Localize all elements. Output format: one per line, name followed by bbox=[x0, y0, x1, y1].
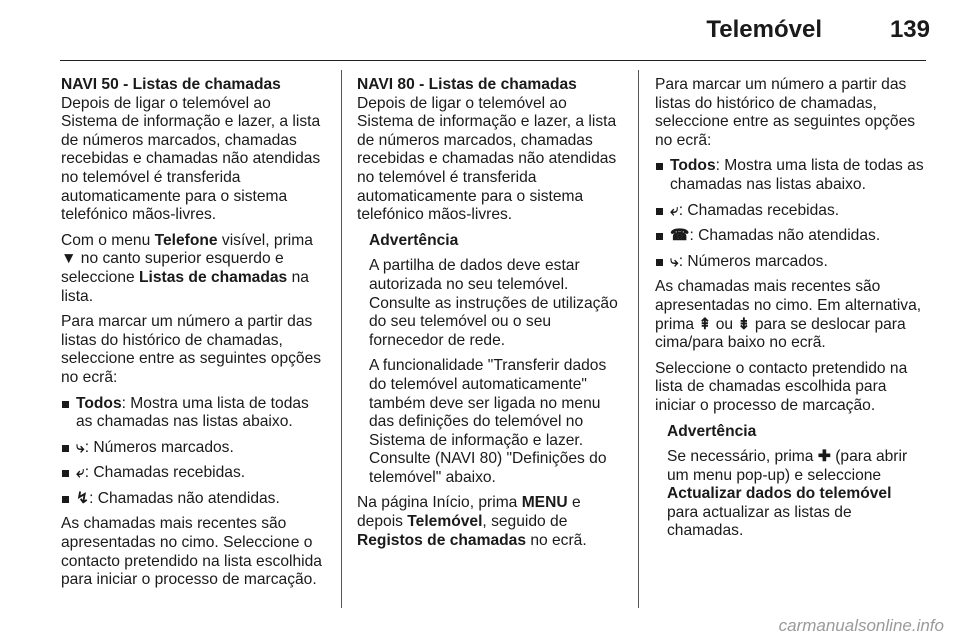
note-box bbox=[655, 423, 925, 542]
page-title: Telemóvel bbox=[706, 16, 822, 43]
note-box bbox=[357, 232, 623, 488]
bullet-icon bbox=[656, 163, 663, 170]
list-item: ☎: Chamadas não atendidas. bbox=[655, 227, 925, 246]
bullet-icon bbox=[62, 401, 69, 408]
column-navi80 bbox=[357, 76, 623, 557]
paragraph: Depois de ligar o telemóvel ao Sistema de informação e lazer, a lista de números marcados, chamadas recebidas e chamadas não atendidas no telemóvel é transferida automaticamente para o sistema telefónico mãos-livres. bbox=[357, 94, 617, 224]
column-divider bbox=[638, 70, 639, 608]
note-text: A partilha de dados deve estar autorizada no seu telemóvel. Consulte as instruções de utilização do seu telemóvel ou o seu fornecedor de rede. bbox=[369, 257, 618, 349]
column-divider bbox=[341, 70, 342, 608]
scroll-down-icon: ⇟ bbox=[737, 315, 751, 333]
paragraph: Para marcar um número a partir das listas do histórico de chamadas, seleccione entre as seguintes opções no ecrã: bbox=[655, 76, 916, 149]
list-item: Todos: Mostra uma lista de todas as chamadas nas listas abaixo. bbox=[61, 395, 329, 432]
paragraph: Com o menu Telefone visível, prima ▼ no canto superior esquerdo e seleccione Listas de chamadas na lista. bbox=[61, 231, 313, 305]
paragraph: Seleccione o contacto pretendido na lista de chamadas escolhida para iniciar o processo de marcação. bbox=[655, 359, 908, 414]
paragraph: As chamadas mais recentes são apresentadas no cimo. Em alternativa, prima ⇞ ou ⇟ para se deslocar para cima/para baixo no ecrã. bbox=[655, 278, 922, 352]
column-continued bbox=[655, 76, 925, 548]
page-number: 139 bbox=[889, 16, 930, 43]
section-heading: NAVI 50 - Listas de chamadas bbox=[61, 76, 281, 93]
dialled-call-icon: ⤷ bbox=[76, 438, 85, 456]
scroll-up-icon: ⇞ bbox=[698, 315, 712, 333]
dialled-call-icon: ⤷ bbox=[670, 252, 679, 270]
list-item: ⤷: Números marcados. bbox=[655, 253, 925, 272]
plus-icon: ✚ bbox=[817, 448, 831, 466]
header-rule bbox=[60, 60, 926, 61]
list-item: ⤷: Números marcados. bbox=[61, 439, 329, 458]
paragraph: Depois de ligar o telemóvel ao Sistema de informação e lazer, a lista de números marcados, chamadas recebidas e chamadas não atendidas no telemóvel é transferida automaticamente para o sistema telefónico mãos-livres. bbox=[61, 94, 321, 224]
note-text: A funcionalidade "Transferir dados do telemóvel automaticamente" também deve ser ligada no menu das definições do telemóvel no Sistema de informação e lazer. Consulte (NAVI 80) "Definições do telemóvel" abaixo. bbox=[369, 357, 607, 486]
list-item: ↯: Chamadas não atendidas. bbox=[61, 490, 329, 509]
bullet-icon bbox=[656, 259, 663, 266]
missed-call-icon: ↯ bbox=[76, 489, 90, 507]
list-item: ⤶: Chamadas recebidas. bbox=[61, 464, 329, 483]
bullet-icon bbox=[656, 208, 663, 215]
paragraph: Para marcar um número a partir das listas do histórico de chamadas, seleccione entre as seguintes opções no ecrã: bbox=[61, 313, 322, 386]
note-title: Advertência bbox=[667, 422, 757, 440]
list-item: Todos: Mostra uma lista de todas as chamadas nas listas abaixo. bbox=[655, 157, 925, 194]
bullet-icon bbox=[62, 445, 69, 452]
received-call-icon: ⤶ bbox=[670, 201, 679, 219]
paragraph: Na página Início, prima MENU e depois Telemóvel, seguido de Registos de chamadas no ecrã. bbox=[357, 494, 587, 549]
section-heading: NAVI 80 - Listas de chamadas bbox=[357, 76, 577, 93]
missed-call-icon: ☎ bbox=[670, 227, 690, 245]
list-item: ⤶: Chamadas recebidas. bbox=[655, 202, 925, 221]
note-title: Advertência bbox=[369, 231, 459, 249]
page-header bbox=[0, 0, 960, 60]
bullet-icon bbox=[656, 233, 663, 240]
paragraph: As chamadas mais recentes são apresentadas no cimo. Seleccione o contacto pretendido na lista escolhida para iniciar o processo de marcação. bbox=[61, 515, 322, 589]
bullet-icon bbox=[62, 496, 69, 503]
bullet-icon bbox=[62, 470, 69, 477]
note-text: Se necessário, prima ✚ (para abrir um menu pop-up) e seleccione Actualizar dados do telemóvel para actualizar as listas de chamadas. bbox=[667, 448, 908, 540]
watermark: carmanualsonline.info bbox=[778, 616, 944, 635]
received-call-icon: ⤶ bbox=[76, 464, 85, 482]
column-navi50 bbox=[61, 76, 329, 597]
